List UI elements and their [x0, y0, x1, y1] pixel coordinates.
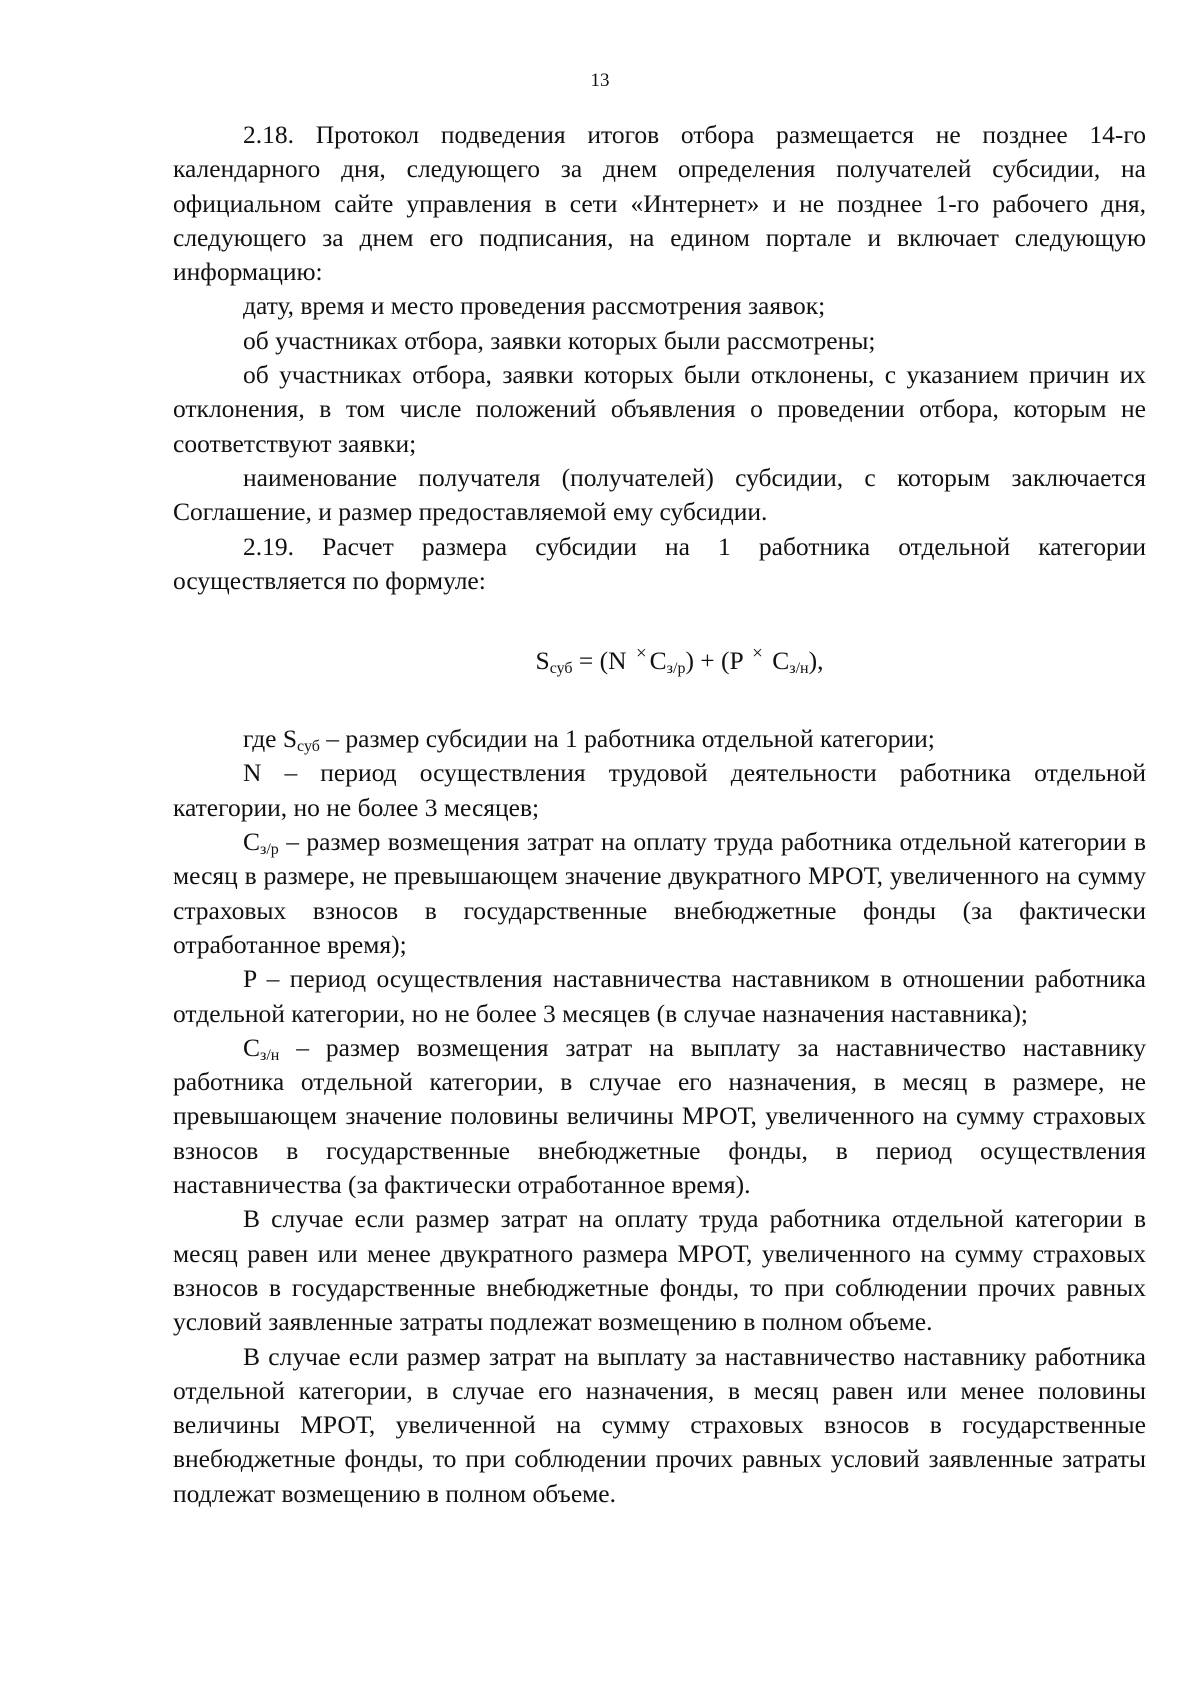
- closing-paragraph-mentorship-costs: В случае если размер затрат на выплату за наставничество наставнику работника отдельной категории, в случае его назначения, в месяц равен или менее половины величины МРОТ, увеличенной на сумму страховых взносов в государственные внебюджетные фонды, то при соблюдении прочих равных условий заявленные затраты подлежат возмещению в полном объеме.: [173, 1341, 1146, 1508]
- paragraph-2-18: 2.18. Протокол подведения итогов отбора размещается не позднее 14-го календарного дня, следующего за днем определения получателей субсидии, на официальном сайте управления в сети «Интернет» и не позднее 1-го рабочего дня, следующего за днем его подписания, на едином портале и включает следующую информацию:: [173, 120, 1146, 287]
- formula-times-2: ×: [752, 643, 763, 665]
- page-number: 13: [590, 70, 610, 91]
- formula-c1-sub: з/р: [666, 660, 686, 678]
- definition-c-zn: [173, 1031, 1153, 1202]
- definition-c-zr-pre: C: [243, 827, 261, 857]
- definition-c-zn-pre: C: [243, 1032, 261, 1062]
- subsidy-formula: [173, 644, 1146, 678]
- list-item-rejected-participants: об участниках отбора, заявки которых были отклонены, с указанием причин их отклонения, в том числе положений объявления о проведении отбора, которым не соответствуют заявки;: [173, 360, 1146, 458]
- definition-c-zr-text: – размер возмещения затрат на оплату труда работника отдельной категории в месяц в размере, не превышающем значение двукратного МРОТ, увеличенного на сумму страховых взносов в государственные внебюджетные фонды (за фактически отработанное время);: [173, 827, 1153, 959]
- formula-mid: ) + (P: [685, 646, 750, 676]
- definition-s-sub: [173, 722, 1146, 756]
- definition-s-subscript: суб: [297, 738, 320, 756]
- list-item-recipient-name: наименование получателя (получателей) субсидии, с которым заключается Соглашение, и размер предоставляемой ему субсидии.: [173, 462, 1146, 527]
- closing-paragraph-labor-costs: В случае если размер затрат на оплату труда работника отдельной категории в месяц равен или менее двукратного размера МРОТ, увеличенного на сумму страховых взносов в государственные внебюджетные фонды, то при соблюдении прочих равных условий заявленные затраты подлежат возмещению в полном объеме.: [173, 1204, 1146, 1337]
- formula-eq-open: = (N: [572, 646, 633, 676]
- definition-s-text: – размер субсидии на 1 работника отдельной категории;: [319, 724, 935, 754]
- document-body: [173, 118, 1153, 1511]
- formula-c2: C: [765, 646, 790, 676]
- formula-s-sub: суб: [549, 660, 573, 678]
- paragraph-2-19: 2.19. Расчет размера субсидии на 1 работника отдельной категории осуществляется по формуле:: [173, 531, 1146, 595]
- definition-s-pre: где S: [243, 724, 298, 754]
- list-item-reviewed-participants: об участниках отбора, заявки которых были рассмотрены;: [243, 325, 876, 355]
- formula-c2-sub: з/н: [789, 660, 809, 678]
- formula-c1: C: [649, 646, 667, 676]
- definition-c-zn-text: – размер возмещения затрат на выплату за наставничество наставнику работника отдельной категории, в случае его назначения, в месяц в размере, не превышающем значение половины величины МРОТ, увеличенного на сумму страховых взносов в государственные внебюджетные фонды, в период осуществления наставничества (за фактически отработанное время).: [173, 1032, 1153, 1200]
- definition-c-zr-subscript: з/р: [260, 841, 279, 859]
- formula-times-1: ×: [635, 643, 647, 665]
- formula-close: ),: [808, 646, 824, 676]
- definition-c-zn-subscript: з/н: [260, 1046, 280, 1064]
- list-item-date-time-place: дату, время и место проведения рассмотрения заявок;: [243, 291, 826, 321]
- definition-n: N – период осуществления трудовой деятельности работника отдельной категории, но не более 3 месяцев;: [173, 758, 1146, 822]
- formula-s: S: [535, 646, 550, 676]
- definition-c-zr: [173, 825, 1153, 962]
- definition-p: P – период осуществления наставничества наставником в отношении работника отдельной категории, но не более 3 месяцев (в случае назначения наставника);: [173, 964, 1146, 1028]
